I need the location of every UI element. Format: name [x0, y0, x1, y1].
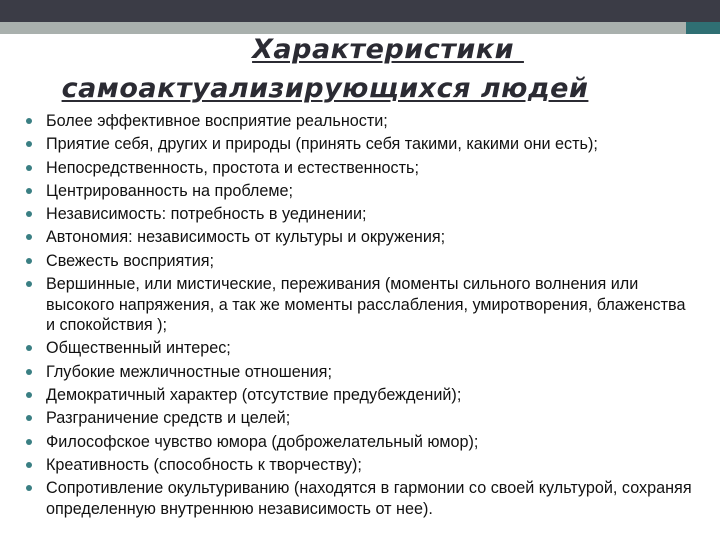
- list-item: [24, 432, 694, 453]
- bullet-icon: [26, 141, 32, 147]
- list-item: [24, 338, 694, 359]
- list-item-text: Центрированность на проблеме;: [46, 181, 293, 200]
- list-item-text: Демократичный характер (отсутствие предубеждений);: [46, 385, 462, 404]
- list-item-text: Независимость: потребность в уединении;: [46, 205, 367, 224]
- bullet-icon: [26, 258, 32, 264]
- list-item: [24, 455, 694, 476]
- bullet-icon: [26, 462, 32, 468]
- list-item: [24, 362, 694, 383]
- bullet-icon: [26, 118, 32, 124]
- list-item-text: Вершинные, или мистические, переживания (моменты сильного волнения или высокого напряжения, а так же моменты расслабления, умиротворения, блаженства и спокойствия );: [46, 275, 686, 335]
- list-item: [24, 181, 694, 202]
- list-item-text: Философское чувство юмора (доброжелательный юмор);: [46, 432, 479, 451]
- list-item-text: Непосредственность, простота и естественность;: [46, 158, 419, 177]
- list-item: [24, 274, 694, 336]
- list-item: [24, 204, 694, 225]
- list-item-text: Свежесть восприятия;: [46, 251, 215, 270]
- list-item-text: Более эффективное восприятие реальности;: [46, 112, 388, 130]
- bullet-icon: [26, 485, 32, 491]
- bullet-icon: [26, 211, 32, 217]
- bullet-icon: [26, 369, 32, 375]
- list-item-text: Общественный интерес;: [46, 339, 231, 358]
- list-item-text: Автономия: независимость от культуры и окружения;: [46, 228, 446, 247]
- bullet-icon: [26, 234, 32, 240]
- list-item-text: Приятие себя, других и природы (принять себя такими, какими они есть);: [46, 135, 598, 154]
- bullet-icon: [26, 392, 32, 398]
- bullet-icon: [26, 415, 32, 421]
- bullet-list: [24, 111, 694, 522]
- list-item-text: Креативность (способность к творчеству);: [46, 455, 362, 474]
- bullet-icon: [26, 165, 32, 171]
- bullet-icon: [26, 188, 32, 194]
- list-item: [24, 478, 694, 519]
- bullet-icon: [26, 439, 32, 445]
- slide-title: [0, 30, 720, 108]
- list-item: [24, 385, 694, 406]
- list-item-text: Сопротивление окультуриванию (находятся в гармонии со своей культурой, сохраняя определенную внутреннюю независимость от нее).: [46, 479, 692, 518]
- list-item: [24, 227, 694, 248]
- top-bar-dark: [0, 0, 720, 22]
- slide-title-line2: самоактуализирующихся людей: [61, 73, 589, 104]
- list-item-text: Разграничение средств и целей;: [46, 409, 291, 428]
- list-item: [24, 158, 694, 179]
- list-item-text: Глубокие межличностные отношения;: [46, 362, 332, 381]
- bullet-icon: [26, 345, 32, 351]
- list-item: [24, 111, 694, 132]
- bullet-icon: [26, 281, 32, 287]
- list-item: [24, 408, 694, 429]
- list-item: [24, 251, 694, 272]
- list-item: [24, 134, 694, 155]
- slide-title-line1: Характеристики: [252, 34, 524, 65]
